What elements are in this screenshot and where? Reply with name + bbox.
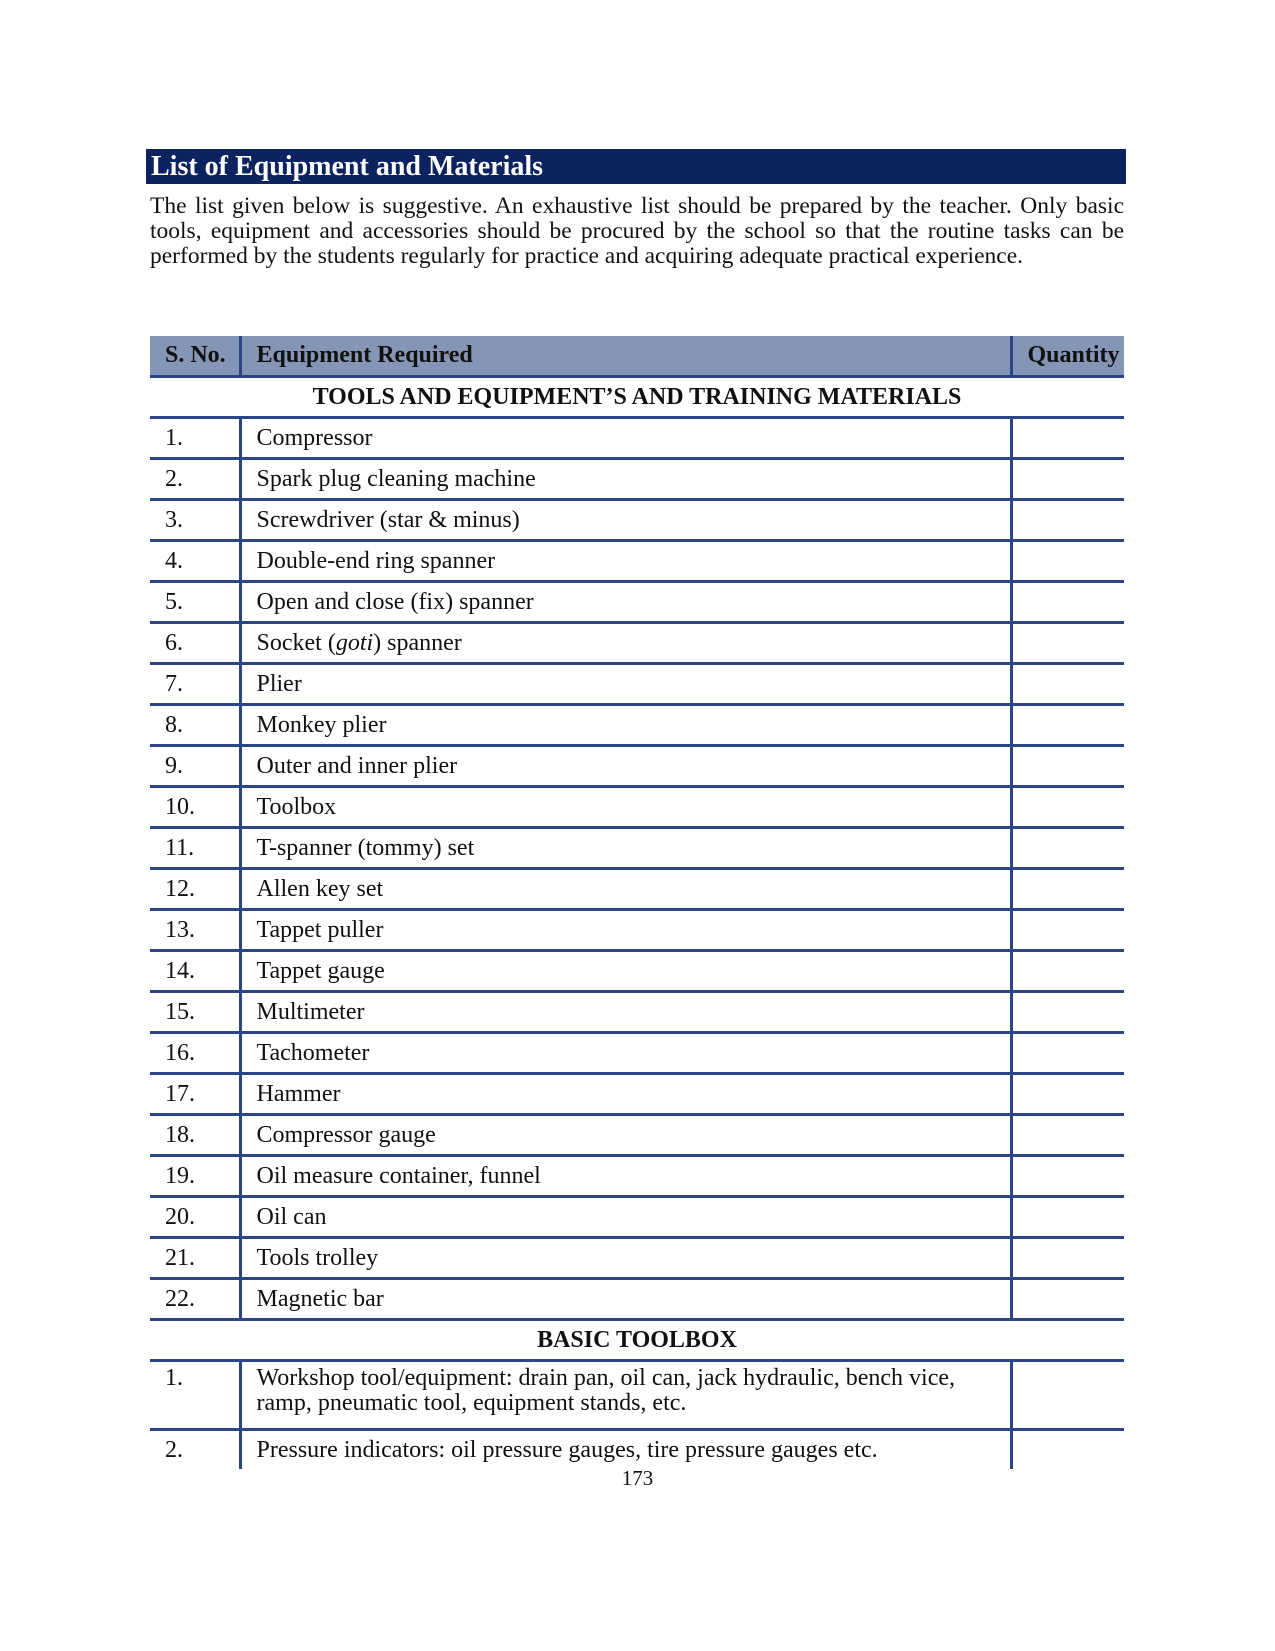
row-quantity [1011,1361,1124,1430]
row-equipment: Tappet puller [240,910,1011,951]
row-quantity [1011,746,1124,787]
page-number: 173 [621,1466,654,1490]
item-text-pre: Socket ( [256,629,336,656]
section-title: BASIC TOOLBOX [150,1320,1124,1361]
row-equipment: Spark plug cleaning machine [240,459,1011,500]
table-row [150,1156,1124,1197]
table-row [150,705,1124,746]
table-row [150,623,1124,664]
row-equipment: Compressor gauge [240,1115,1011,1156]
row-quantity [1011,951,1124,992]
row-quantity [1011,1197,1124,1238]
row-number: 2. [150,459,240,500]
section-title: TOOLS AND EQUIPMENT’S AND TRAINING MATERIALS [150,377,1124,418]
header-quantity: Quantity [1011,336,1124,377]
row-equipment: Tachometer [240,1033,1011,1074]
row-number: 20. [150,1197,240,1238]
table-row [150,746,1124,787]
header-sno: S. No. [150,336,240,377]
row-quantity [1011,705,1124,746]
row-quantity [1011,664,1124,705]
row-quantity [1011,1238,1124,1279]
row-quantity [1011,623,1124,664]
table-row [150,1197,1124,1238]
row-equipment: Tappet gauge [240,951,1011,992]
row-number: 16. [150,1033,240,1074]
row-quantity [1011,1115,1124,1156]
row-number: 2. [165,1436,183,1463]
row-number: 6. [150,623,240,664]
row-quantity [1011,500,1124,541]
row-number: 21. [150,1238,240,1279]
row-equipment: Double-end ring spanner [240,541,1011,582]
table-row [150,992,1124,1033]
section-row-basic-toolbox [150,1320,1124,1361]
equipment-table [150,336,1124,1469]
row-quantity [1011,1074,1124,1115]
table-row [150,869,1124,910]
row-quantity [1011,828,1124,869]
intro-paragraph: The list given below is suggestive. An exhaustive list should be prepared by the teacher. Only basic tools, equipment and accessories should be procured by the school so that the routine tasks can be performed by the students regularly for practice and acquiring adequate practical experience. [150,193,1124,269]
table-row [150,787,1124,828]
row-number: 8. [150,705,240,746]
row-number: 11. [150,828,240,869]
table-row [150,951,1124,992]
row-number: 15. [150,992,240,1033]
row-equipment [240,623,1011,664]
section-row-tools [150,377,1124,418]
row-number: 18. [150,1115,240,1156]
table-row [150,1238,1124,1279]
row-equipment: Multimeter [240,992,1011,1033]
row-quantity [1011,910,1124,951]
row-quantity [1011,582,1124,623]
row-equipment: Compressor [240,418,1011,459]
row-number: 3. [150,500,240,541]
row-equipment: Tools trolley [240,1238,1011,1279]
row-equipment: Screwdriver (star & minus) [240,500,1011,541]
row-number: 1. [150,1361,240,1430]
table-row [150,582,1124,623]
item-text-post: ) spanner [373,629,462,656]
row-number: 9. [150,746,240,787]
row-number: 12. [150,869,240,910]
row-number: 7. [150,664,240,705]
row-quantity [1011,541,1124,582]
table-header-row [150,336,1124,377]
table-row [150,910,1124,951]
table-row [150,1074,1124,1115]
table-row [150,500,1124,541]
row-equipment: Pressure indicators: oil pressure gauges, tire pressure gauges etc. [240,1430,1011,1470]
row-equipment: Plier [240,664,1011,705]
row-equipment: Oil measure container, funnel [240,1156,1011,1197]
row-number: 17. [150,1074,240,1115]
row-quantity [1011,992,1124,1033]
row-number: 10. [150,787,240,828]
section-heading: List of Equipment and Materials [146,149,1126,184]
row-quantity [1011,1156,1124,1197]
row-equipment: Allen key set [240,869,1011,910]
table-row [150,541,1124,582]
row-number: 5. [150,582,240,623]
row-quantity [1011,1430,1124,1470]
table-row [150,459,1124,500]
row-equipment: Toolbox [240,787,1011,828]
row-equipment: Oil can [240,1197,1011,1238]
table-row [150,1430,1124,1470]
table-row [150,418,1124,459]
row-number: 19. [150,1156,240,1197]
row-number: 14. [150,951,240,992]
row-number: 4. [150,541,240,582]
row-quantity [1011,1279,1124,1320]
row-quantity [1011,1033,1124,1074]
table-row [150,1361,1124,1430]
row-quantity [1011,869,1124,910]
row-number: 13. [150,910,240,951]
row-equipment: T-spanner (tommy) set [240,828,1011,869]
row-quantity [1011,787,1124,828]
table-row [150,1033,1124,1074]
row-equipment: Workshop tool/equipment: drain pan, oil can, jack hydraulic, bench vice, ramp, pneumatic tool, equipment stands, etc. [240,1361,1011,1430]
row-equipment: Outer and inner plier [240,746,1011,787]
table-row [150,1279,1124,1320]
row-equipment: Open and close (fix) spanner [240,582,1011,623]
table-row [150,1115,1124,1156]
item-text-italic: goti [335,629,374,656]
row-equipment: Magnetic bar [240,1279,1011,1320]
header-equipment: Equipment Required [240,336,1011,377]
table-row [150,828,1124,869]
row-quantity [1011,459,1124,500]
row-quantity [1011,418,1124,459]
table-row [150,664,1124,705]
row-number: 1. [150,418,240,459]
row-equipment: Hammer [240,1074,1011,1115]
row-number: 22. [150,1279,240,1320]
row-equipment: Monkey plier [240,705,1011,746]
